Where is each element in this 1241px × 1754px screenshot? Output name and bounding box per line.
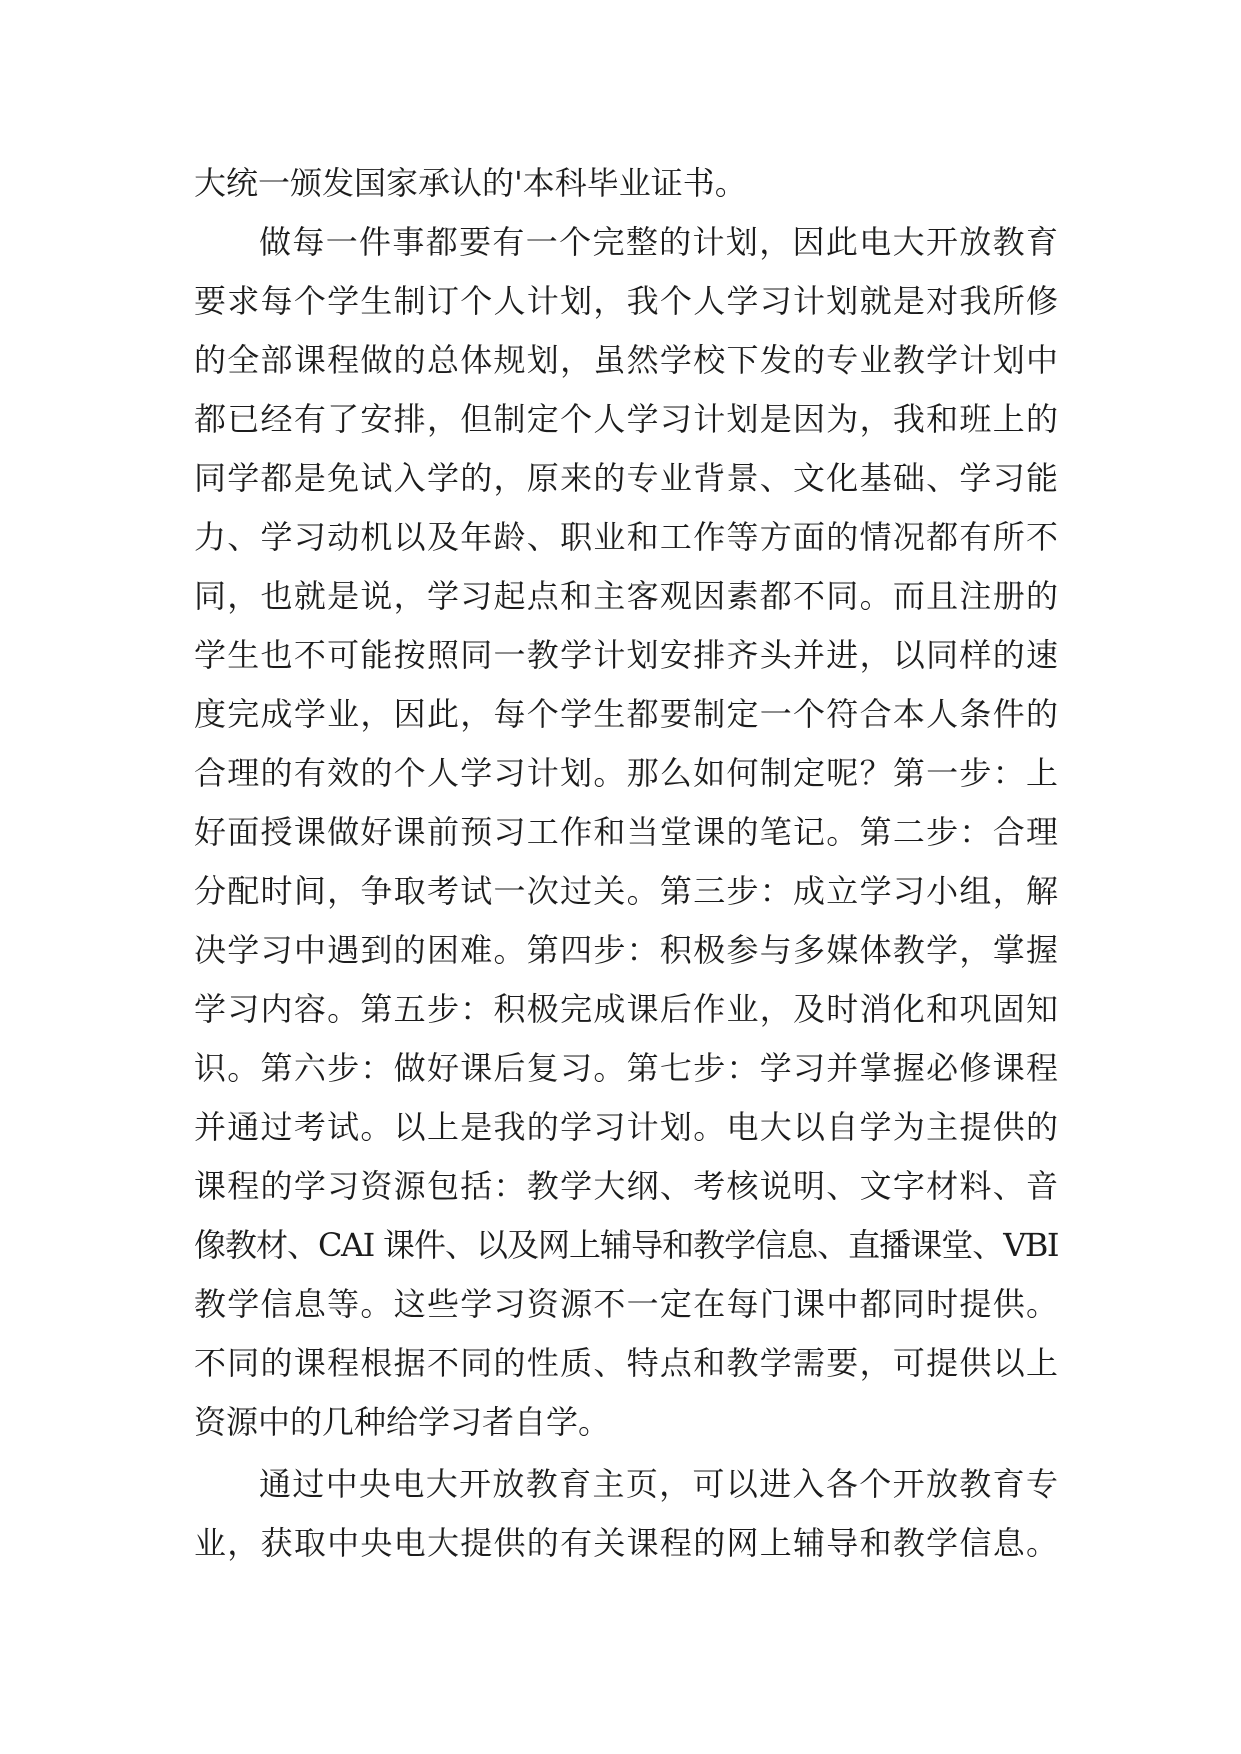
- text-line: 的全部课程做的总体规划，虽然学校下发的专业教学计划中: [194, 341, 1058, 379]
- paragraph: [194, 213, 1058, 1452]
- document-body: [194, 154, 1058, 1573]
- text-line: 决学习中遇到的困难。第四步：积极参与多媒体教学，掌握: [194, 931, 1058, 969]
- text-line: 不同的课程根据不同的性质、特点和教学需要，可提供以上: [194, 1344, 1058, 1382]
- text-line: 通过中央电大开放教育主页，可以进入各个开放教育专: [259, 1465, 1058, 1503]
- text-line: 要求每个学生制订个人计划，我个人学习计划就是对我所修: [194, 282, 1058, 320]
- text-line: 并通过考试。以上是我的学习计划。电大以自学为主提供的: [194, 1108, 1058, 1146]
- text-line: 都已经有了安排，但制定个人学习计划是因为，我和班上的: [194, 400, 1058, 438]
- text-line: 力、学习动机以及年龄、职业和工作等方面的情况都有所不: [194, 518, 1058, 556]
- text-line: 大统一颁发国家承认的'本科毕业证书。: [194, 164, 747, 202]
- text-line: 好面授课做好课前预习工作和当堂课的笔记。第二步：合理: [194, 813, 1058, 851]
- text-line: 教学信息等。这些学习资源不一定在每门课中都同时提供。: [194, 1285, 1058, 1323]
- text-line: 同，也就是说，学习起点和主客观因素都不同。而且注册的: [194, 577, 1058, 615]
- text-line: 度完成学业，因此，每个学生都要制定一个符合本人条件的: [194, 695, 1058, 733]
- paragraph: [194, 1455, 1058, 1573]
- text-line: 做每一件事都要有一个完整的计划，因此电大开放教育: [259, 223, 1058, 261]
- text-line: 像教材、CAI 课件、以及网上辅导和教学信息、直播课堂、VBI: [194, 1226, 1058, 1264]
- text-line: 合理的有效的个人学习计划。那么如何制定呢？第一步：上: [194, 754, 1058, 792]
- text-line: 识。第六步：做好课后复习。第七步：学习并掌握必修课程: [194, 1049, 1058, 1087]
- text-line: 学生也不可能按照同一教学计划安排齐头并进，以同样的速: [194, 636, 1058, 674]
- paragraph: [194, 154, 1058, 213]
- text-line: 课程的学习资源包括：教学大纲、考核说明、文字材料、音: [194, 1167, 1058, 1205]
- text-line: 业，获取中央电大提供的有关课程的网上辅导和教学信息。: [194, 1524, 1058, 1562]
- text-line: 学习内容。第五步：积极完成课后作业，及时消化和巩固知: [194, 990, 1058, 1028]
- text-line: 同学都是免试入学的，原来的专业背景、文化基础、学习能: [194, 459, 1058, 497]
- text-line: 分配时间，争取考试一次过关。第三步：成立学习小组，解: [194, 872, 1058, 910]
- text-line: 资源中的几种给学习者自学。: [194, 1403, 611, 1441]
